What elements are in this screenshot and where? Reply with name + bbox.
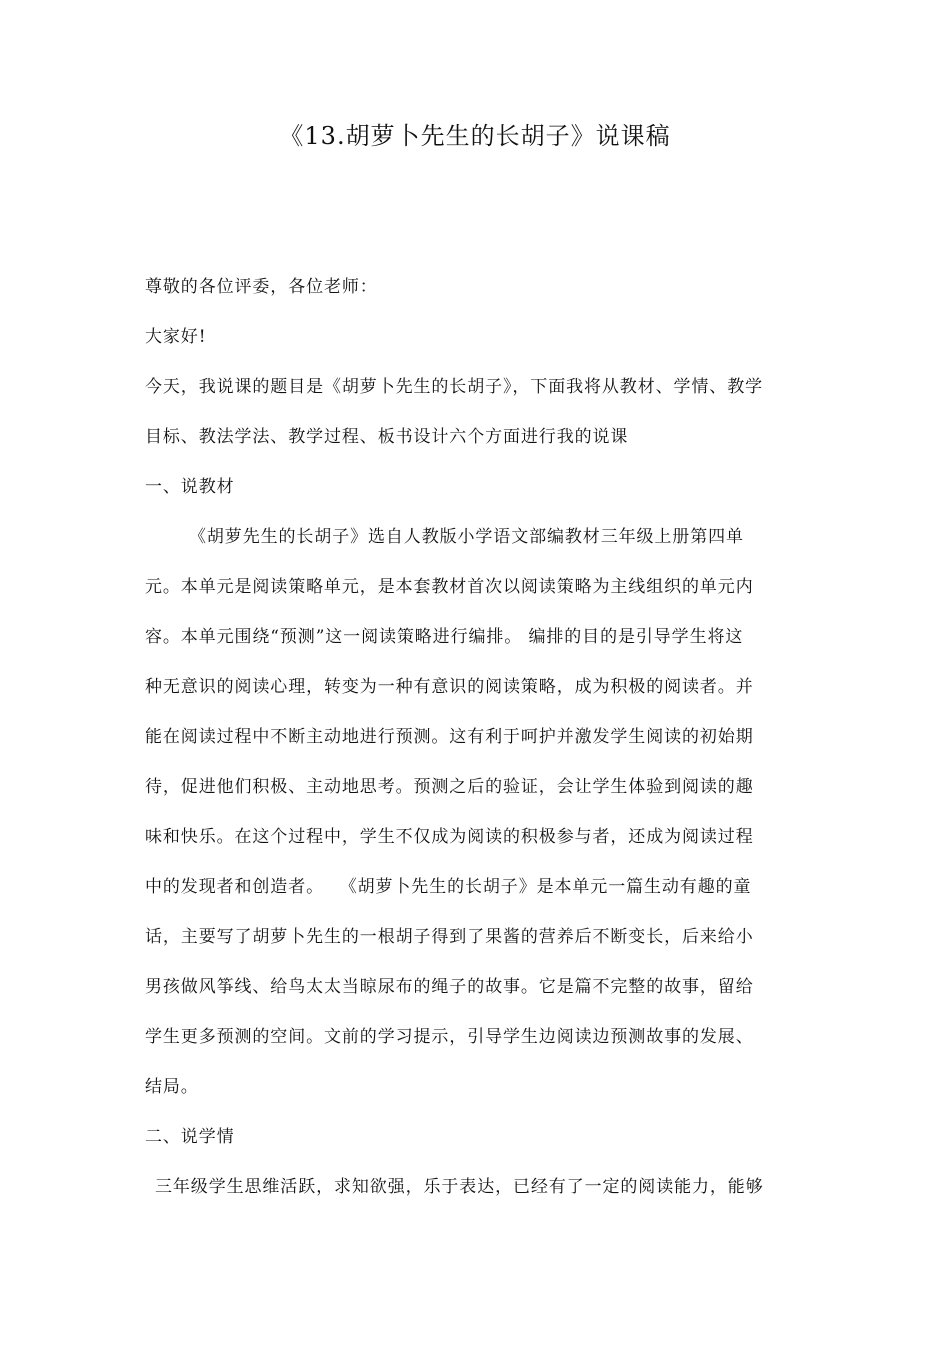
hello-line: 大家好! — [145, 327, 207, 347]
section-heading-textbook: 一、说教材 — [145, 477, 235, 497]
document-title: 《13.胡萝卜先生的长胡子》说课稿 — [279, 122, 671, 150]
paragraph-line: 中的发现者和创造者。 《胡萝卜先生的长胡子》是本单元一篇生动有趣的童 — [145, 877, 752, 897]
paragraph-line: 待，促进他们积极、主动地思考。预测之后的验证，会让学生体验到阅读的趣 — [145, 777, 754, 797]
paragraph-line: 容。本单元围绕“预测”这一阅读策略进行编排。 编排的目的是引导学生将这 — [145, 627, 744, 647]
paragraph-line: 能在阅读过程中不断主动地进行预测。这有利于呵护并激发学生阅读的初始期 — [145, 727, 754, 747]
paragraph-line: 种无意识的阅读心理，转变为一种有意识的阅读策略，成为积极的阅读者。并 — [145, 677, 754, 697]
paragraph-line: 元。本单元是阅读策略单元，是本套教材首次以阅读策略为主线组织的单元内 — [145, 577, 754, 597]
paragraph-line: 学生更多预测的空间。文前的学习提示，引导学生边阅读边预测故事的发展、 — [145, 1027, 754, 1047]
section-heading-students: 二、说学情 — [145, 1127, 235, 1147]
greeting: 尊敬的各位评委，各位老师： — [145, 277, 378, 297]
paragraph-line: 男孩做风筝线、给鸟太太当晾尿布的绳子的故事。它是篇不完整的故事，留给 — [145, 977, 754, 997]
intro-line: 今天，我说课的题目是《胡萝卜先生的长胡子》，下面我将从教材、学情、教学 — [145, 377, 763, 397]
paragraph-line: 味和快乐。在这个过程中，学生不仅成为阅读的积极参与者，还成为阅读过程 — [145, 827, 754, 847]
paragraph-line: 《胡萝先生的长胡子》选自人教版小学语文部编教材三年级上册第四单 — [189, 527, 744, 547]
paragraph-line: 结局。 — [145, 1077, 199, 1097]
paragraph-line: 三年级学生思维活跃，求知欲强，乐于表达，已经有了一定的阅读能力，能够 — [155, 1177, 764, 1197]
paragraph-line: 话，主要写了胡萝卜先生的一根胡子得到了果酱的营养后不断变长，后来给小 — [145, 927, 754, 947]
intro-line: 目标、教法学法、教学过程、板书设计六个方面进行我的说课 — [145, 427, 629, 447]
